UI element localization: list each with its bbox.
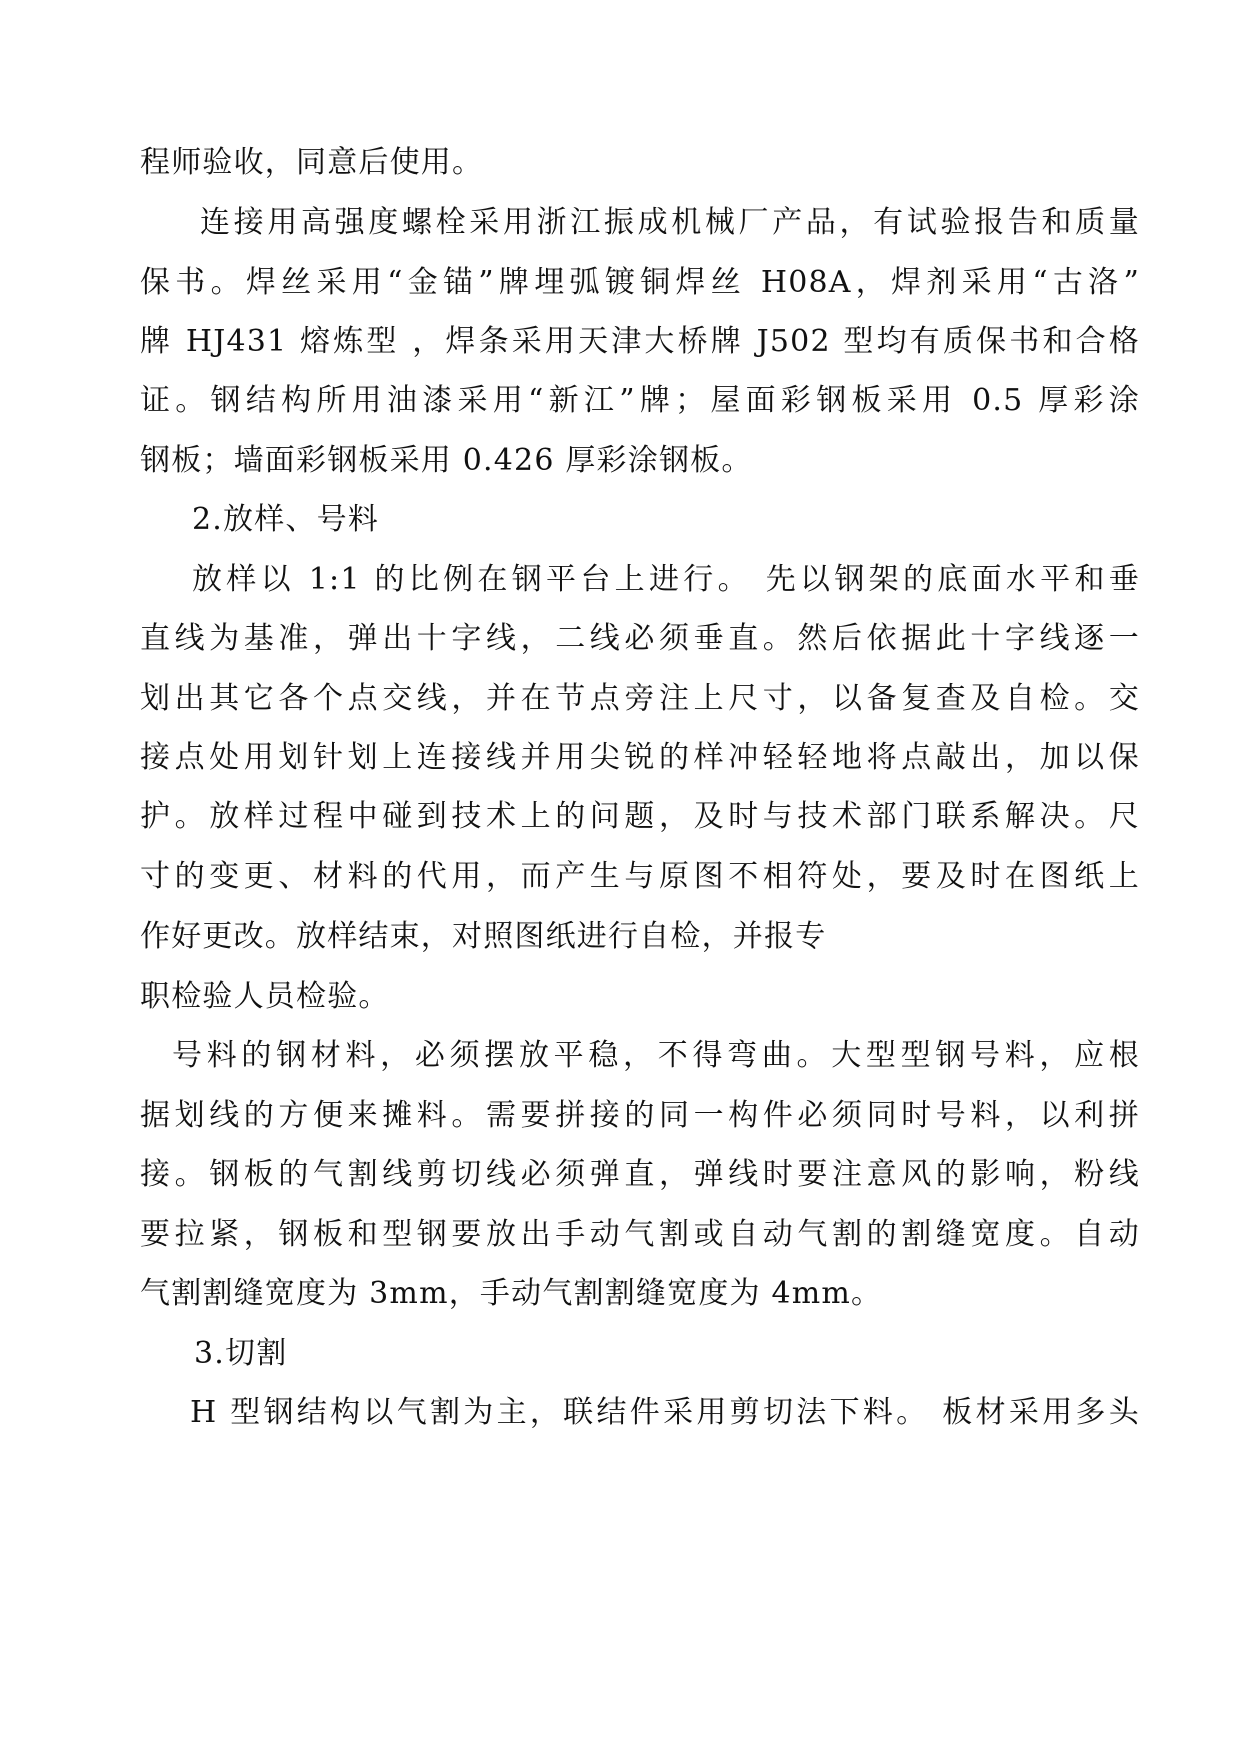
text-line-1: 程师验收，同意后使用。 [140,145,484,180]
text-line-13: 寸的变更、材料的代用，而产生与原图不相符处，要及时在图纸上 [140,859,1140,894]
text-line-6: 钢板；墙面彩钢板采用 0.426 厚彩涂钢板。 [140,443,753,478]
text-line-4: 牌 HJ431 熔炼型 ，焊条采用天津大桥牌 J502 型均有质保书和合格 [140,324,1140,359]
text-line-11: 接点处用划针划上连接线并用尖锐的样冲轻轻地将点敲出，加以保 [140,740,1140,775]
section-heading-2: 2.放样、号料 [192,502,380,537]
text-line-22: H 型钢结构以气割为主，联结件采用剪切法下料。 板材采用多头 [190,1395,1140,1430]
text-line-15: 职检验人员检验。 [140,979,390,1014]
text-line-20: 气割割缝宽度为 3mm，手动气割割缝宽度为 4mm。 [140,1276,883,1311]
text-line-17: 据划线的方便来摊料。需要拼接的同一构件必须同时号料，以利拼 [140,1098,1140,1133]
text-line-12: 护。放样过程中碰到技术上的问题，及时与技术部门联系解决。尺 [140,799,1140,834]
text-line-19: 要拉紧，钢板和型钢要放出手动气割或自动气割的割缝宽度。自动 [140,1217,1140,1252]
text-line-3: 保书。焊丝采用“金锚”牌埋弧镀铜焊丝 H08A，焊剂采用“古洛” [140,265,1140,300]
text-line-9: 直线为基准，弹出十字线，二线必须垂直。然后依据此十字线逐一 [140,621,1140,656]
text-line-14: 作好更改。放样结束，对照图纸进行自检，并报专 [140,919,827,954]
text-line-2: 连接用高强度螺栓采用浙江振成机械厂产品，有试验报告和质量 [200,205,1140,240]
text-line-10: 划出其它各个点交线，并在节点旁注上尺寸，以备复查及自检。交 [140,681,1140,716]
text-line-18: 接。钢板的气割线剪切线必须弹直，弹线时要注意风的影响，粉线 [140,1157,1140,1192]
text-line-8: 放样以 1:1 的比例在钢平台上进行。 先以钢架的底面水平和垂 [192,562,1140,597]
section-heading-3: 3.切割 [194,1336,288,1371]
text-line-16: 号料的钢材料，必须摆放平稳，不得弯曲。大型型钢号料，应根 [172,1038,1140,1073]
text-line-5: 证。钢结构所用油漆采用“新江”牌；屋面彩钢板采用 0.5 厚彩涂 [140,383,1140,418]
